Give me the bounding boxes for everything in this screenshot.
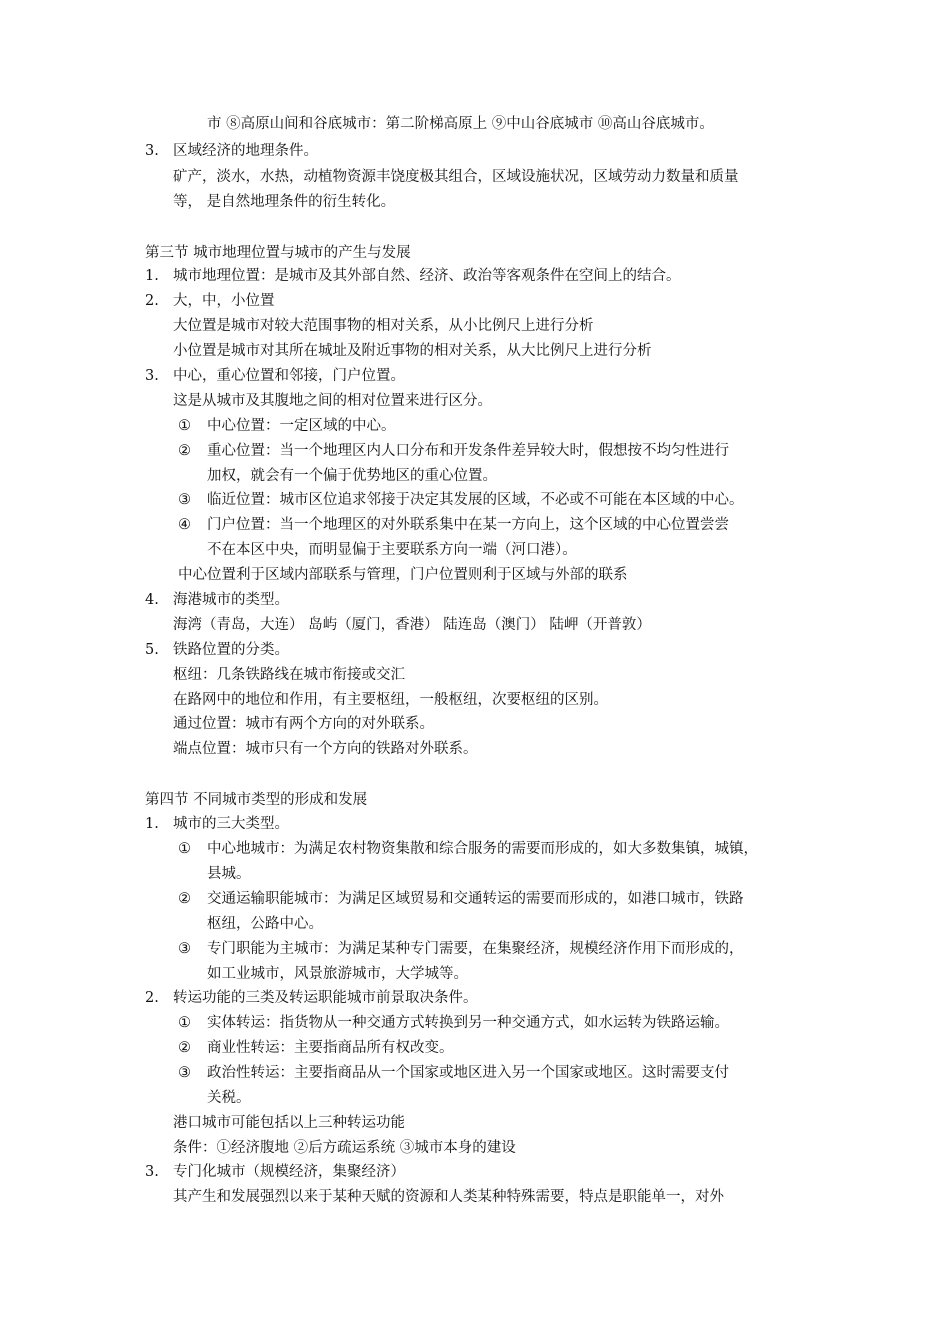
text-line: 矿产，淡水，水热，动植物资源丰饶度极其组合，区域设施状况，区域劳动力数量和质量: [173, 169, 739, 185]
text-line: 中心地城市：为满足农村物资集散和综合服务的需要而形成的，如大多数集镇，城镇，: [207, 841, 758, 857]
list-number: ③: [178, 941, 191, 957]
text-line: 交通运输职能城市：为满足区域贸易和交通转运的需要而形成的，如港口城市，铁路: [207, 891, 744, 907]
list-number: 3.: [145, 368, 159, 384]
text-line: 中心，重心位置和邻接，门户位置。: [173, 368, 405, 384]
text-line: 大位置是城市对较大范围事物的相对关系，从小比例尺上进行分析: [173, 318, 594, 334]
text-line: 专门职能为主城市：为满足某种专门需要，在集聚经济，规模经济作用下而形成的，: [207, 941, 744, 957]
text-line: 枢纽：几条铁路线在城市衔接或交汇: [173, 667, 405, 683]
list-number: 3.: [145, 1164, 159, 1180]
text-line: 政治性转运：主要指商品从一个国家或地区进入另一个国家或地区。这时需要支付: [207, 1065, 729, 1081]
text-line: 枢纽，公路中心。: [207, 916, 323, 932]
list-number: ①: [178, 1015, 191, 1031]
text-line: 海湾（青岛，大连） 岛屿（厦门，香港） 陆连岛（澳门） 陆岬（开普敦）: [173, 617, 651, 633]
list-number: ②: [178, 1040, 191, 1056]
list-number: 2.: [145, 293, 159, 309]
text-line: 县城。: [207, 866, 251, 882]
list-number: 3.: [145, 143, 159, 159]
text-line: 第四节 不同城市类型的形成和发展: [145, 792, 368, 808]
text-line: 如工业城市，风景旅游城市，大学城等。: [207, 966, 468, 982]
text-line: 商业性转运：主要指商品所有权改变。: [207, 1040, 454, 1056]
text-line: 港口城市可能包括以上三种转运功能: [173, 1115, 405, 1131]
text-line: 等， 是自然地理条件的衍生转化。: [173, 194, 396, 210]
list-number: ②: [178, 443, 191, 459]
list-number: 4.: [145, 592, 159, 608]
list-number: 5.: [145, 642, 159, 658]
text-line: 这是从城市及其腹地之间的相对位置来进行区分。: [173, 393, 492, 409]
list-number: ③: [178, 1065, 191, 1081]
text-line: 条件：①经济腹地 ②后方疏运系统 ③城市本身的建设: [173, 1140, 516, 1156]
text-line: 关税。: [207, 1090, 251, 1106]
text-line: 转运功能的三类及转运职能城市前景取决条件。: [173, 990, 478, 1006]
text-line: 铁路位置的分类。: [173, 642, 289, 658]
text-line: 第三节 城市地理位置与城市的产生与发展: [145, 245, 411, 261]
text-line: 通过位置：城市有两个方向的对外联系。: [173, 716, 434, 732]
list-number: 1.: [145, 816, 159, 832]
list-number: ②: [178, 891, 191, 907]
list-number: ③: [178, 492, 191, 508]
list-number: 1.: [145, 268, 159, 284]
text-line: 城市的三大类型。: [173, 816, 289, 832]
list-number: ④: [178, 517, 191, 533]
text-line: 不在本区中央，而明显偏于主要联系方向一端（河口港）。: [207, 542, 577, 558]
text-line: 其产生和发展强烈以来于某种天赋的资源和人类某种特殊需要，特点是职能单一，对外: [173, 1189, 724, 1205]
list-number: ①: [178, 418, 191, 434]
text-line: 大，中，小位置: [173, 293, 275, 309]
text-line: 临近位置：城市区位追求邻接于决定其发展的区域，不必或不可能在本区域的中心。: [207, 492, 744, 508]
list-number: 2.: [145, 990, 159, 1006]
text-line: 重心位置：当一个地理区内人口分布和开发条件差异较大时，假想按不均匀性进行: [207, 443, 729, 459]
text-line: 中心位置：一定区域的中心。: [207, 418, 396, 434]
text-line: 在路网中的地位和作用，有主要枢纽，一般枢纽，次要枢纽的区别。: [173, 692, 608, 708]
text-line: 中心位置利于区域内部联系与管理，门户位置则利于区域与外部的联系: [178, 567, 628, 583]
text-line: 加权，就会有一个偏于优势地区的重心位置。: [207, 468, 497, 484]
text-line: 实体转运：指货物从一种交通方式转换到另一种交通方式，如水运转为铁路运输。: [207, 1015, 729, 1031]
list-number: ①: [178, 841, 191, 857]
text-line: 市 ⑧高原山间和谷底城市：第二阶梯高原上 ⑨中山谷底城市 ⑩高山谷底城市。: [207, 116, 714, 132]
text-line: 端点位置：城市只有一个方向的铁路对外联系。: [173, 741, 478, 757]
text-line: 区域经济的地理条件。: [173, 143, 318, 159]
text-line: 专门化城市（规模经济，集聚经济）: [173, 1164, 405, 1180]
text-line: 小位置是城市对其所在城址及附近事物的相对关系，从大比例尺上进行分析: [173, 343, 652, 359]
text-line: 门户位置：当一个地理区的对外联系集中在某一方向上，这个区域的中心位置尝尝: [207, 517, 729, 533]
text-line: 城市地理位置：是城市及其外部自然、经济、政治等客观条件在空间上的结合。: [173, 268, 681, 284]
text-line: 海港城市的类型。: [173, 592, 289, 608]
